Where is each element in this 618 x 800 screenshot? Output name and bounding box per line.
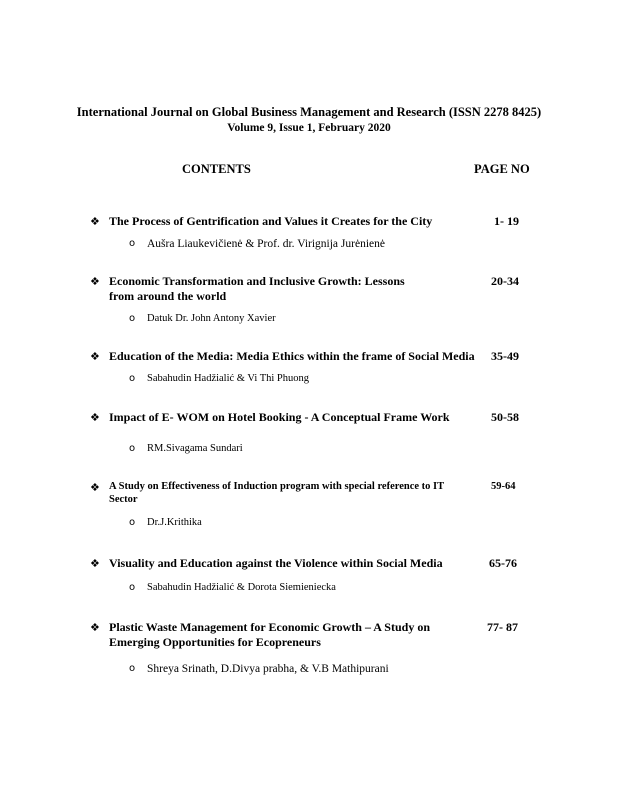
contents-heading: CONTENTS (182, 162, 251, 176)
circle-bullet-icon: o (129, 443, 136, 454)
page-range: 77- 87 (487, 620, 518, 634)
circle-bullet-icon: o (129, 663, 136, 674)
journal-title: International Journal on Global Business Management and Research (ISSN 2278 8425) (76, 105, 542, 119)
page-no-heading: PAGE NO (474, 162, 530, 176)
circle-bullet-icon: o (129, 238, 136, 249)
volume-issue-line: Volume 9, Issue 1, February 2020 (227, 122, 391, 134)
page-range: 65-76 (489, 556, 517, 570)
article-title: Visuality and Education against the Violence within Social Media (109, 556, 443, 570)
diamond-bullet-icon: ❖ (90, 481, 100, 494)
diamond-bullet-icon: ❖ (90, 621, 100, 634)
circle-bullet-icon: o (129, 517, 136, 528)
circle-bullet-icon: o (129, 373, 136, 384)
article-authors: Dr.J.Krithika (147, 517, 202, 528)
page-range: 1- 19 (494, 214, 519, 228)
diamond-bullet-icon: ❖ (90, 557, 100, 570)
article-title: Impact of E- WOM on Hotel Booking - A Conceptual Frame Work (109, 410, 450, 424)
article-authors: Datuk Dr. John Antony Xavier (147, 313, 276, 324)
diamond-bullet-icon: ❖ (90, 350, 100, 363)
article-authors: Aušra Liaukevičienė & Prof. dr. Virignija Jurėnienė (147, 238, 385, 250)
article-title: Plastic Waste Management for Economic Growth – A Study on Emerging Opportunities for Ecopreneurs (109, 620, 430, 649)
circle-bullet-icon: o (129, 582, 136, 593)
page-range: 20-34 (491, 274, 519, 288)
article-title: Education of the Media: Media Ethics within the frame of Social Media (109, 349, 475, 363)
diamond-bullet-icon: ❖ (90, 411, 100, 424)
article-title: The Process of Gentrification and Values it Creates for the City (109, 214, 433, 228)
diamond-bullet-icon: ❖ (90, 275, 100, 288)
article-authors: RM.Sivagama Sundari (147, 443, 243, 454)
circle-bullet-icon: o (129, 313, 136, 324)
article-authors: Sabahudin Hadžialić & Dorota Siemieniecka (147, 582, 336, 593)
article-title: Economic Transformation and Inclusive Growth: Lessons from around the world (109, 274, 405, 303)
page-range: 35-49 (491, 349, 519, 363)
diamond-bullet-icon: ❖ (90, 215, 100, 228)
article-authors: Sabahudin Hadžialić & Vi Thi Phuong (147, 373, 310, 384)
article-authors: Shreya Srinath, D.Divya prabha, & V.B Mathipurani (147, 663, 389, 675)
page-range: 59-64 (491, 481, 516, 492)
article-title: A Study on Effectiveness of Induction program with special reference to IT Sector (109, 481, 444, 505)
page-range: 50-58 (491, 410, 519, 424)
